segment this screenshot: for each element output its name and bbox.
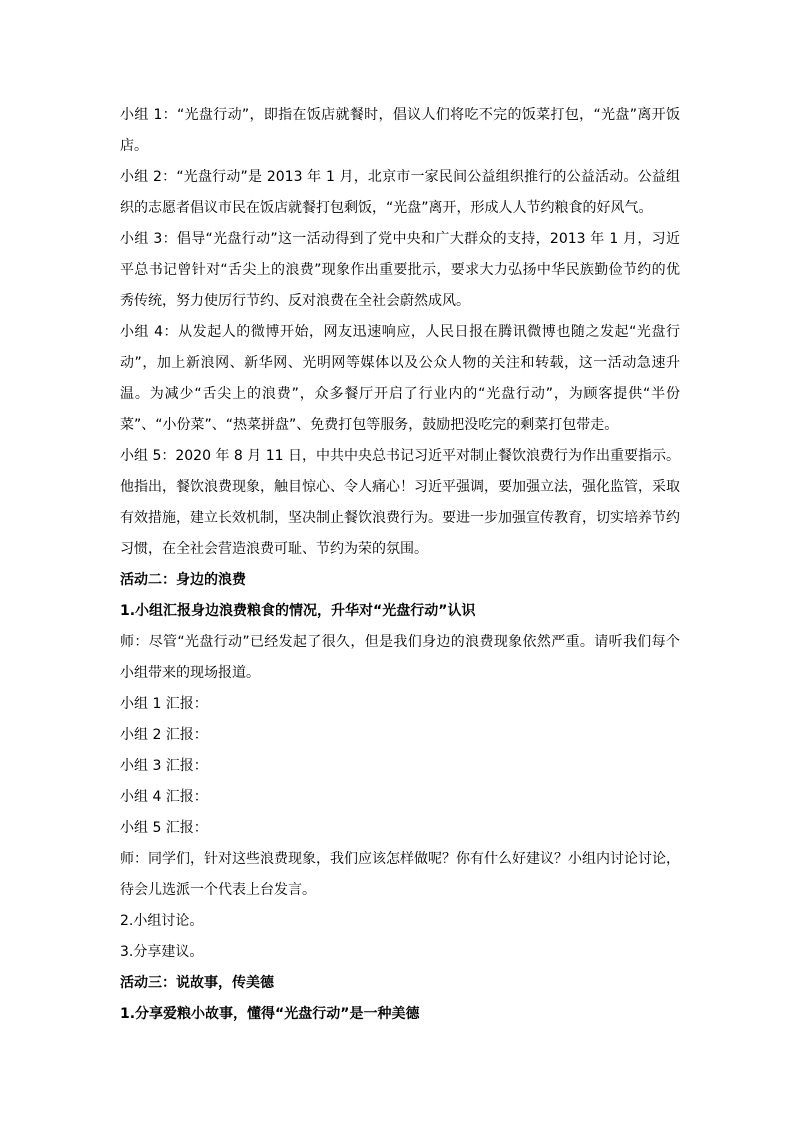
activity-2-heading: 活动二：身边的浪费 [120, 572, 246, 588]
paragraph-group-2: 小组 2：“光盘行动”是 2013 年 1 月，北京市一家民间公益组织推行的公益活动。公益组织的志愿者倡议市民在饭店就餐打包剩饭，“光盘”离开，形成人人节约粮食的好风气。 [120, 169, 680, 216]
activity-2-subheading: 1.小组汇报身边浪费粮食的情况，升华对“光盘行动”认识 [120, 603, 476, 619]
step-2: 2.小组讨论。 [120, 913, 204, 929]
teacher-line-2: 师：同学们，针对这些浪费现象，我们应该怎样做呢？你有什么好建议？小组内讨论讨论，待会儿选派一个代表上台发言。 [120, 851, 680, 898]
document-body [120, 100, 680, 1030]
report-line-5: 小组 5 汇报： [120, 820, 208, 836]
teacher-line-1: 师：尽管“光盘行动”已经发起了很久，但是我们身边的浪费现象依然严重。请听我们每个小组带来的现场报道。 [120, 634, 680, 681]
activity-3-subheading: 1.分享爱粮小故事，懂得“光盘行动”是一种美德 [120, 1006, 420, 1022]
report-line-3: 小组 3 汇报： [120, 758, 208, 774]
report-line-1: 小组 1 汇报： [120, 696, 208, 712]
report-line-2: 小组 2 汇报： [120, 727, 208, 743]
paragraph-group-4: 小组 4：从发起人的微博开始，网友迅速响应，人民日报在腾讯微博也随之发起“光盘行动”，加上新浪网、新华网、光明网等媒体以及公众人物的关注和转载，这一活动急速升温。为减少“舌尖上的浪费”，众多餐厅开启了行业内的“光盘行动”，为顾客提供“半份菜”、“小份菜”、“热菜拼盘”、免费打包等服务，鼓励把没吃完的剩菜打包带走。 [120, 324, 680, 433]
activity-3-heading: 活动三：说故事，传美德 [120, 975, 274, 991]
step-3: 3.分享建议。 [120, 944, 204, 960]
report-line-4: 小组 4 汇报： [120, 789, 208, 805]
paragraph-group-5: 小组 5：2020 年 8 月 11 日，中共中央总书记习近平对制止餐饮浪费行为作出重要指示。他指出，餐饮浪费现象，触目惊心、令人痛心！习近平强调，要加强立法，强化监管，采取有效措施，建立长效机制，坚决制止餐饮浪费行为。要进一步加强宣传教育，切实培养节约习惯，在全社会营造浪费可耻、节约为荣的氛围。 [120, 448, 680, 557]
paragraph-group-1: 小组 1：“光盘行动”，即指在饭店就餐时，倡议人们将吃不完的饭菜打包，“光盘”离开饭店。 [120, 107, 680, 154]
paragraph-group-3: 小组 3：倡导“光盘行动”这一活动得到了党中央和广大群众的支持，2013 年 1 月，习近平总书记曾针对“舌尖上的浪费”现象作出重要批示，要求大力弘扬中华民族勤俭节约的优秀传统，努力使厉行节约、反对浪费在全社会蔚然成风。 [120, 231, 680, 309]
